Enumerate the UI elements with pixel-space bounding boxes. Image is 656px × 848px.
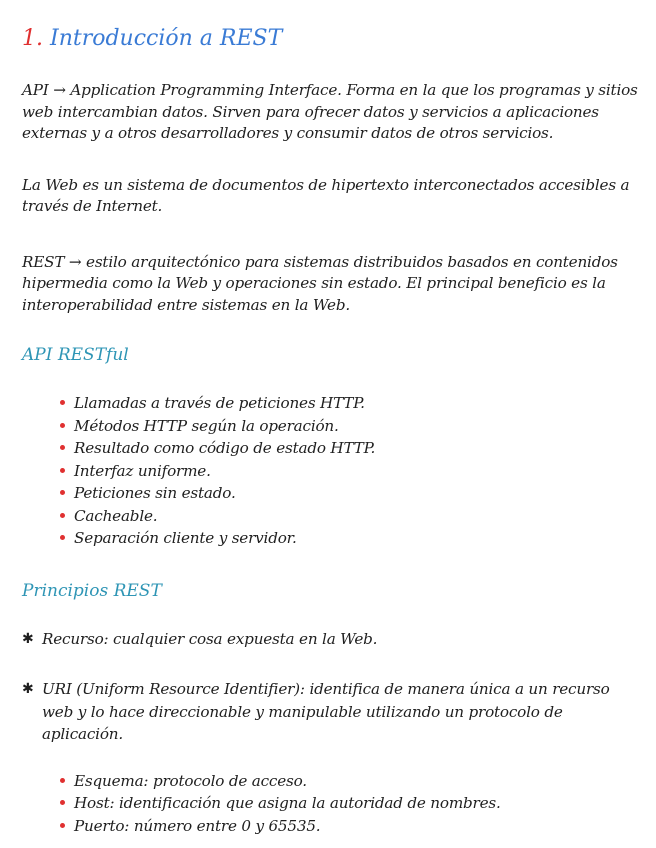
bullet-dot-icon	[60, 778, 65, 783]
rest-arrow: →	[64, 252, 87, 271]
list-item	[60, 505, 638, 528]
uri-item	[22, 678, 638, 746]
list-item-text: Interfaz uniforme.	[74, 461, 211, 480]
list-item	[60, 770, 638, 793]
title-text: Introducción a REST	[50, 26, 283, 51]
bullet-dot-icon	[60, 800, 65, 805]
asterisk-icon: ✱	[22, 630, 34, 647]
api-term: API	[22, 81, 49, 99]
api-arrow: →	[48, 81, 71, 99]
list-item	[60, 792, 638, 815]
bullet-dot-icon	[60, 513, 65, 518]
list-item-text: Separación cliente y servidor.	[74, 529, 297, 547]
list-item-text: Cacheable.	[74, 506, 158, 525]
list-item	[60, 392, 638, 415]
recurso-item	[22, 628, 638, 651]
list-item-text: Peticiones sin estado.	[74, 484, 236, 502]
list-item	[60, 460, 638, 483]
api-restful-list	[22, 392, 638, 550]
web-paragraph: La Web es un sistema de documentos de hipertexto interconectados accesibles a través de Internet.	[22, 175, 630, 215]
rest-definition: estilo arquitectónico para sistemas distribuidos basados en contenidos hipermedia como la Web y operaciones sin estado. El principal beneficio es la interoperabilidad entre sistemas en la Web.	[22, 252, 618, 314]
list-item	[60, 482, 638, 505]
api-definition: Application Programming Interface. Forma en la que los programas y sitios web intercambian datos. Sirven para ofrecer datos y servicios a aplicaciones externas y a otros desarrolladores y consumir datos de otros servicios.	[22, 81, 638, 142]
principios-rest-heading: Principios REST	[22, 580, 162, 601]
list-item-text: Métodos HTTP según la operación.	[74, 416, 339, 435]
bullet-dot-icon	[60, 823, 65, 828]
rest-term: REST	[22, 252, 65, 271]
list-item-text: Puerto: número entre 0 y 65535.	[74, 816, 321, 835]
list-item-text: Resultado como código de estado HTTP.	[74, 439, 376, 457]
recurso-text: Recurso: cualquier cosa expuesta en la Web.	[42, 629, 378, 648]
list-item	[60, 527, 638, 550]
api-paragraph	[22, 80, 638, 145]
api-restful-heading: API RESTful	[22, 345, 129, 365]
list-item-text: Llamadas a través de peticiones HTTP.	[74, 394, 365, 412]
uri-text: URI (Uniform Resource Identifier): identifica de manera única a un recurso web y lo hace direccionable y manipulable utilizando un protocolo de aplicación.	[42, 680, 610, 743]
bullet-dot-icon	[60, 423, 65, 428]
bullet-dot-icon	[60, 400, 65, 405]
list-item	[60, 815, 638, 838]
bullet-dot-icon	[60, 535, 65, 540]
title-number: 1.	[22, 26, 43, 51]
page-title	[22, 24, 638, 54]
bullet-dot-icon	[60, 468, 65, 473]
list-item-text: Esquema: protocolo de acceso.	[74, 771, 307, 790]
list-item	[60, 415, 638, 438]
uri-components-list	[22, 770, 638, 838]
asterisk-icon: ✱	[22, 681, 34, 697]
rest-paragraph	[22, 252, 638, 317]
bullet-dot-icon	[60, 490, 65, 495]
bullet-dot-icon	[60, 445, 65, 450]
list-item-text: Host: identificación que asigna la autoridad de nombres.	[74, 794, 501, 812]
list-item	[60, 437, 638, 460]
